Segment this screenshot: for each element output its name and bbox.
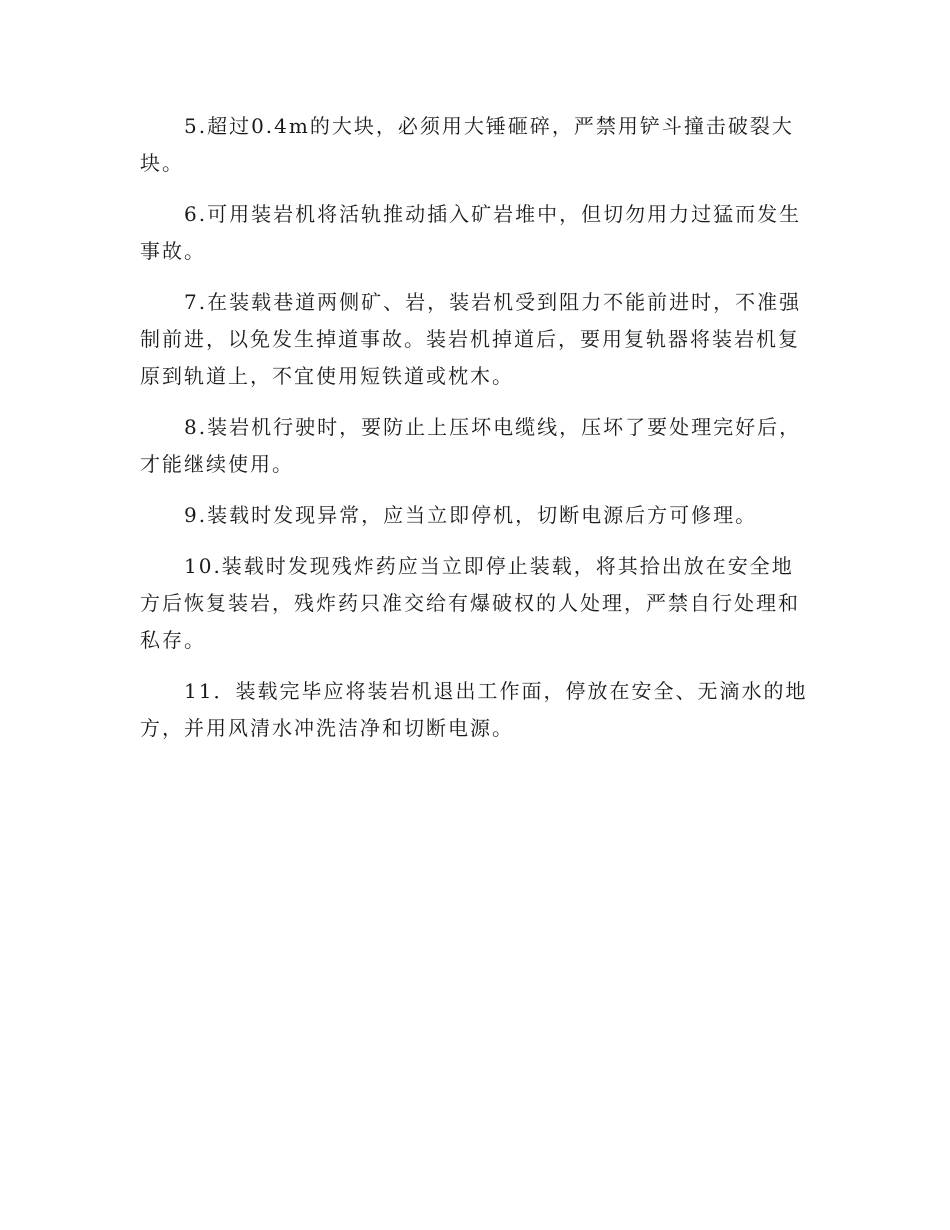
paragraph-item-8: 8.装岩机行驶时，要防止上压坏电缆线，压坏了要处理完好后，才能继续使用。 — [140, 415, 802, 476]
paragraph-item-6: 6.可用装岩机将活轨推动插入矿岩堆中，但切勿用力过猛而发生事故。 — [140, 202, 802, 263]
paragraph-item-10: 10.装载时发现残炸药应当立即停止装载，将其拾出放在安全地方后恢复装岩，残炸药只准交给有爆破权的人处理，严禁自行处理和私存。 — [140, 554, 800, 652]
paragraph-item-7: 7.在装载巷道两侧矿、岩，装岩机受到阻力不能前进时，不准强制前进，以免发生掉道事故。装岩机掉道后，要用复轨器将装岩机复原到轨道上，不宜使用短铁道或枕木。 — [140, 290, 802, 388]
paragraph-item-11: 11．装载完毕应将装岩机退出工作面，停放在安全、无滴水的地方，并用风清水冲洗洁净和切断电源。 — [140, 679, 808, 740]
document-body — [140, 108, 810, 761]
paragraph-item-5: 5.超过0.4m的大块，必须用大锤砸碎，严禁用铲斗撞击破裂大块。 — [140, 114, 794, 175]
paragraph-item-9: 9.装载时发现异常，应当立即停机，切断电源后方可修理。 — [184, 503, 758, 527]
